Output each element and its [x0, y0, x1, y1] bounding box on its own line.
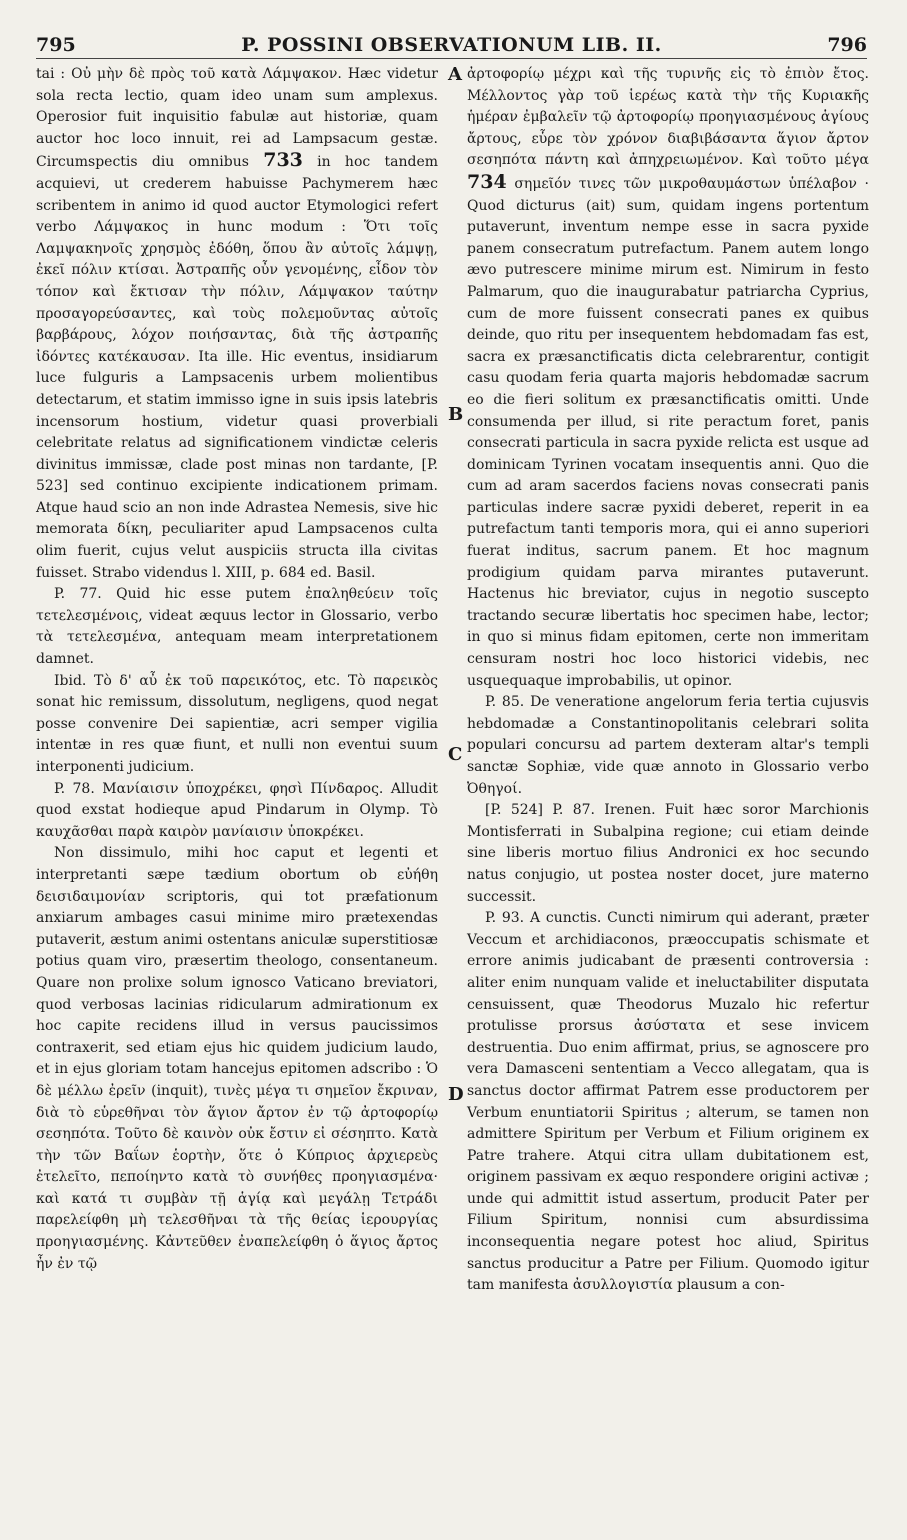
- paragraph-text: [36, 64, 438, 584]
- running-header: [36, 30, 867, 59]
- paragraph-text: Non dissimulo, mihi hoc caput et legenti et interpretanti sæpe tædium obortum ob εὐήθη δεισιδαιμονίαν scriptoris, qui tot præfationum anxiarum ambages casui minime miro prætexendas putaverit, æstum animi ostentans aniculæ superstitiosæ potius quam viro, præsertim theologo, consentaneum. Quare non prolixe solum ignosco Vaticano breviatori, quod verbosas lacinias ridicularum admirationum ex hoc capite recidens illud in versus paucissimos contraxerit, sed etiam ejus hic quidem judicium laudo, et in ejus gloriam totam hancejus epitomen adscribo : Ὁ δὲ μέλλω ἐρεῖν (inquit), τινὲς μέγα τι σημεῖον ἔκριναν, διὰ τὸ εὑρεθῆναι τὸν ἅγιον ἄρτον ἐν τῷ ἀρτοφορίῳ σεσηπότα. Τοῦτο δὲ καινὸν οὐκ ἔστιν εἰ σέσηπτο. Κατὰ τὴν τῶν Βαΐων ἑορτὴν, ὅτε ὁ Κύπριος ἀρχιερεὺς ἐτελεῖτο, πεποίηντο κατὰ τὸ συνήθες προηγιασμένα· καὶ κατά τι συμβὰν τῇ ἁγίᾳ καὶ μεγάλῃ Τετράδι παρελείφθη μὴ τελεσθῆναι τὰ τῆς θείας ἱερουργίας προηγιασμένης. Κἀντεῦθεν ἐναπελείφθη ὁ ἅγιος ἄρτος ἦν ἐν τῷ: [36, 845, 438, 1272]
- page-number-left: 795: [36, 34, 76, 56]
- paragraph-text-part: ἀρτοφορίῳ μέχρι καὶ τῆς τυρινῆς εἰς τὸ ἐπιὸν ἔτος. Μέλλοντος γὰρ τοῦ ἱερέως κατὰ τὴν τῆς Κυριακῆς ἡμέραν ἐμβαλεῖν τῷ ἀρτοφορίῳ προηγιασμένους ἁγίους ἄρτους, εὗρε τὸν χρόνον διαβιβάσαντα ἅγιον ἄρτον σεσηπότα πάντη καὶ ἀπηχρειωμένον. Καὶ τοῦτο μέγα: [467, 66, 869, 169]
- left-column: [36, 64, 438, 1275]
- marginal-number: 733: [263, 149, 303, 172]
- paragraph-text: P. 85. De veneratione angelorum feria tertia cujusvis hebdomadæ a Constantinopolitanis celebrari solita populari concursu ad partem dexteram altar's templi sanctæ Sophiæ, vide quæ annoto in Glossario verbo Ὀθηγοί.: [467, 694, 869, 797]
- page-number-right: 796: [827, 34, 867, 56]
- paragraph-text: Ibid. Τὸ δ' αὖ ἐκ τοῦ παρεικότος, etc. Τὸ παρεικὸς sonat hic remissum, dissolutum, negligens, quod negat posse convenire Dei sapientiæ, acri semper vigilia intentæ in res quæ fiunt, et nulli non eventui suum interponenti judicium.: [36, 672, 438, 775]
- paragraph-text: [P. 524] P. 87. Irenen. Fuit hæc soror Marchionis Montisferrati in Subalpina regione; cui etiam deinde sine liberis mortuo filius Andronici ex hoc secundo natus conjugio, ut postea noster docet, jure materno successit.: [467, 802, 869, 905]
- paragraph-text-part: in hoc tandem acquievi, ut crederem habuisse Pachymerem hæc scribentem in animo id quod auctor Etymologici refert verbo Λάμψακος in hunc modum : Ὅτι τοῖς Λαμψακηνοῖς χρησμὸς ἐδόθη, ὅπου ἂν αὐτοῖς λάμψῃ, ἐκεῖ πόλιν κτίσαι. Ἀστραπῆς οὖν γενομένης, εἶδον τὸν τόπον καὶ ἔκτισαν τὴν πόλιν, Λάμψακον ταύτην προσαγορεύσαντες, καὶ τοὺς πολεμοῦντας αὐτοῖς βαρβάρους, λόχον ποιήσαντας, διὰ τῆς ἀστραπῆς ἰδόντες κατέκαυσαν. Ita ille. Hic eventus, insidiarum luce fulguris a Lampsacenis urbem molientibus detectarum, et statim immisso igne in suis ipsis latebris incensorum hostium, videtur quasi proverbiali celebritate relatus ad significationem vindictæ celeris divinitus immissæ, clade post minas non tardante, [P. 523] sed continuo excipiente indicationem primam. Atque haud scio an non inde Adrastea Nemesis, sive hic memorata δίκη, peculiariter apud Lampsacenos culta olim fuerit, cujus velut auspiciis structa illa civitas fuisset. Strabo videndus l. XIII, p. 684 ed. Basil.: [36, 154, 439, 581]
- paragraph-text-part: tai : Οὐ μὴν δὲ πρὸς τοῦ κατὰ Λάμψακον. Hæc videtur sola recta lectio, quam ideo unam sum amplexus. Operosior fuit inquisitio fabulæ aut historiæ, quam auctor hoc loco innuit, rei ad Lampsacum gestæ. Circumspectis diu omnibus: [36, 66, 438, 171]
- paragraph-text: P. 78. Μανίαισιν ὑποχρέκει, φησὶ Πίνδαρος. Alludit quod exstat hodieque apud Pindarum in Olymp. Τὸ καυχᾶσθαι παρὰ καιρὸν μανίαισιν ὑποκρέκει.: [36, 780, 438, 840]
- paragraph-text: P. 93. A cunctis. Cuncti nimirum qui aderant, præter Veccum et archidiaconos, præoccupatis schismate et errore animis judicabant de præsenti controversia : aliter enim nunquam valide et ineluctabiliter disputata censuissent, quæ Theodorus Muzalo hic refertur protulisse prorsus ἀσύστατα et sese invicem destruentia. Duo enim affirmat, prius, se agnoscere pro vera Damasceni sententiam a Vecco allegatam, qua is sanctus doctor affirmat Patrem esse productorem per Verbum enuntiatorii Spiritus ; alterum, se tamen non admittere Spiritum per Verbum et Filium originem ex Patre trahere. Atqui citra ullam dubitationem est, originem passivam ex æquo respondere origini activæ ; unde qui admittit istud assertum, producit Pater per Filium Spiritum, nonnisi cum absurdissima inconsequentia negare potest hoc aliud, Spiritus sanctus producitur a Patre per Filium. Quomodo igitur tam manifesta ἀσυλλογιστία plausum a con-: [467, 910, 869, 1294]
- marginal-number: 734: [467, 170, 507, 193]
- paragraph-text-part: σημεῖόν τινες τῶν μικροθαυμάστων ὑπέλαβον · Quod dicturus (ait) sum, quidam ingens portentum putaverunt, inventum nempe esse in sacra pyxide panem consecratum putrefactum. Panem autem longo ævo putrescere minime mirum est. Nimirum in festo Palmarum, quo die inaugurabatur patriarcha Cyprius, cum de more fuissent consecrati panes ex quibus deinde, quo ritu per insequentem hebdomadam fas est, sacra ex præsanctificatis dicta celebrarentur, contigit casu quodam feria quarta majoris hebdomadæ sacrum eo die fieri solitum ex præsanctificatis omitti. Unde consumenda per illud, si rite peractum foret, panis consecrati particula in sacra pyxide relicta est usque ad dominicam Tyrinen vocatam insequentis anni. Quo die cum ad aram sacerdos faciens novas consecrati panis particulas indere sacræ pyxidi deberet, reperit in ea putrefactum tanti temporis mora, qui ei anno superiori fuerat inditus, sacrum panem. Et hoc magnum prodigium quidam parva mirantes putaverunt. Hactenus hic breviator, cujus in negotio suscepto tractando securæ libertatis hoc specimen habe, lector; in quo si minus fidam epitomen, certe non immeritam censuram nostri hoc loco historici videbis, nec usquequaque improbabilis, ut opinor.: [467, 175, 870, 689]
- section-marker-b: B: [448, 404, 464, 425]
- right-column: [467, 64, 869, 1297]
- paragraph-text: P. 77. Quid hic esse putem ἐπαληθεύειν τοῖς τετελεσμένοις, videat æquus lector in Glossario, verbo τὰ τετελεσμένα, antequam meam interpretationem damnet.: [36, 586, 438, 668]
- paragraph-text: [467, 64, 869, 692]
- running-title: P. POSSINI OBSERVATIONUM LIB. II.: [241, 34, 662, 56]
- section-marker-d: D: [448, 1084, 464, 1105]
- section-marker-c: C: [448, 744, 463, 765]
- section-marker-a: A: [448, 64, 462, 85]
